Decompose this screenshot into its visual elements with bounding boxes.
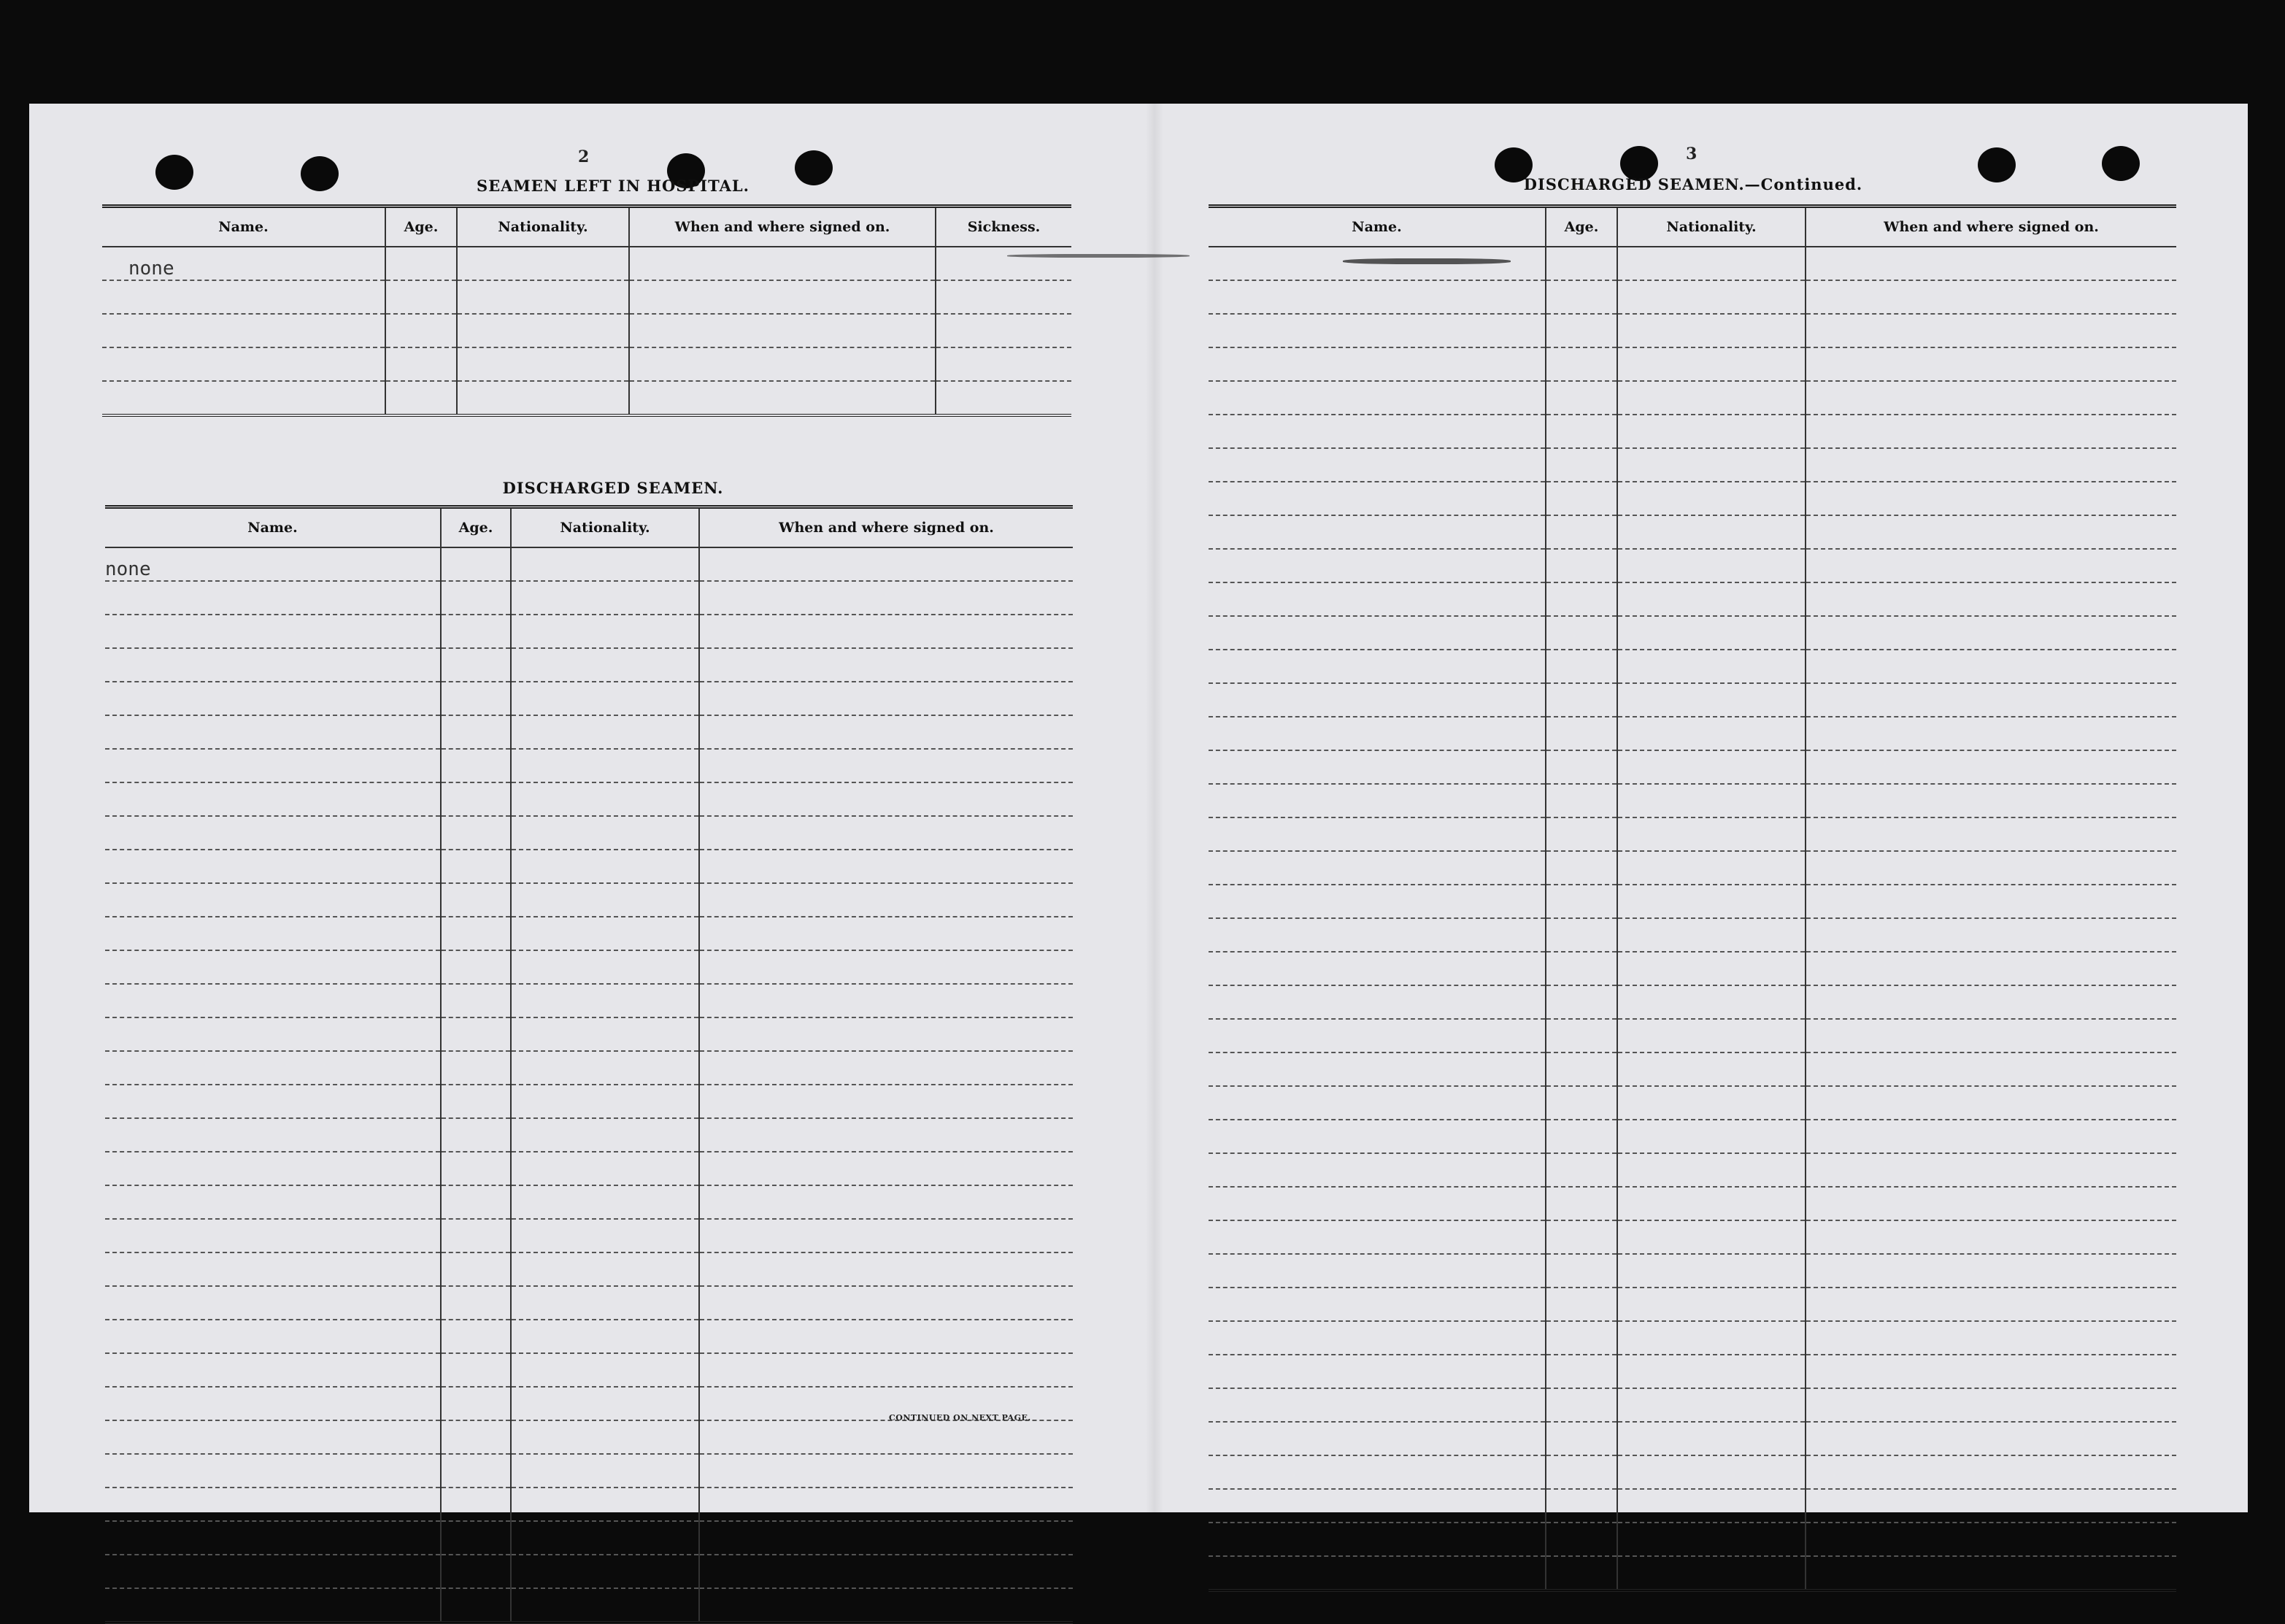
table-row — [1209, 1086, 2176, 1120]
table-row — [105, 1252, 1073, 1286]
table-row — [1209, 582, 2176, 616]
table-row — [1209, 381, 2176, 415]
col-header-name: Name. — [102, 207, 385, 247]
table-row — [105, 1521, 1073, 1555]
table-row — [1209, 851, 2176, 885]
table-row — [105, 581, 1073, 615]
col-header-nationality: Nationality. — [457, 207, 629, 247]
ledger-sheet — [29, 104, 2248, 1512]
table-row — [1209, 1019, 2176, 1052]
table-row — [1209, 1254, 2176, 1288]
table-row — [102, 247, 1071, 280]
page-fold — [1146, 104, 1163, 1512]
table-row — [105, 1152, 1073, 1185]
table-row — [105, 749, 1073, 782]
table-row — [105, 950, 1073, 984]
table-row — [105, 1286, 1073, 1320]
punch-hole — [155, 155, 193, 190]
col-header-name: Name. — [1209, 207, 1546, 247]
table-row — [105, 883, 1073, 917]
table-row — [105, 648, 1073, 682]
table-row — [1209, 616, 2176, 650]
table-row — [1209, 515, 2176, 549]
col-header-signed-on: When and where signed on. — [699, 507, 1073, 548]
discharged-table-left — [105, 505, 1073, 1624]
table-row — [105, 1118, 1073, 1152]
table-row — [102, 381, 1071, 415]
left-page-number: 2 — [578, 147, 590, 166]
table-row — [1209, 1556, 2176, 1590]
table-row — [1209, 1321, 2176, 1355]
discharged-section-title: DISCHARGED SEAMEN. — [502, 479, 724, 497]
table-row — [1209, 817, 2176, 851]
table-row — [105, 1085, 1073, 1118]
col-header-name: Name. — [105, 507, 441, 548]
ink-smudge — [1343, 258, 1511, 264]
table-row — [1209, 885, 2176, 918]
table-row — [1209, 415, 2176, 448]
table-row — [105, 1017, 1073, 1051]
table-row — [102, 314, 1071, 347]
table-row — [1209, 1153, 2176, 1187]
col-header-signed-on: When and where signed on. — [629, 207, 936, 247]
table-row — [1209, 1288, 2176, 1321]
table-row — [105, 1219, 1073, 1252]
table-row — [105, 715, 1073, 749]
table-row — [1209, 549, 2176, 582]
table-row — [105, 1555, 1073, 1588]
table-row — [105, 984, 1073, 1017]
name-cell: none — [102, 247, 385, 280]
table-row — [105, 850, 1073, 883]
discharged-table-right — [1209, 204, 2176, 1592]
table-row — [1209, 1052, 2176, 1086]
table-row — [102, 347, 1071, 381]
table-row — [1209, 482, 2176, 515]
col-header-signed-on: When and where signed on. — [1806, 207, 2176, 247]
table-row — [1209, 784, 2176, 817]
table-row — [1209, 985, 2176, 1019]
col-header-nationality: Nationality. — [1617, 207, 1806, 247]
table-row — [105, 1320, 1073, 1353]
table-row — [105, 547, 1073, 581]
table-row — [1209, 1120, 2176, 1153]
table-row — [1209, 314, 2176, 347]
col-header-nationality: Nationality. — [511, 507, 699, 548]
table-row — [1209, 683, 2176, 717]
punch-hole — [2102, 146, 2140, 181]
hospital-table — [102, 204, 1071, 417]
table-row — [105, 682, 1073, 715]
table-row — [1209, 1489, 2176, 1523]
ink-smudge — [1007, 254, 1190, 258]
table-row — [102, 280, 1071, 314]
col-header-age: Age. — [1546, 207, 1617, 247]
table-row — [1209, 448, 2176, 482]
punch-hole — [1978, 147, 2016, 182]
col-header-age: Age. — [441, 507, 511, 548]
continued-note: CONTINUED ON NEXT PAGE. — [889, 1413, 1031, 1423]
table-row — [105, 1185, 1073, 1219]
table-row — [1209, 1422, 2176, 1455]
table-row — [1209, 918, 2176, 952]
right-discharged-title: DISCHARGED SEAMEN.—Continued. — [1523, 175, 1863, 193]
col-header-sickness: Sickness. — [936, 207, 1071, 247]
hospital-section-title: SEAMEN LEFT IN HOSPITAL. — [477, 177, 750, 195]
right-page-number: 3 — [1686, 145, 1698, 163]
table-row — [105, 1420, 1073, 1454]
table-row — [105, 615, 1073, 648]
table-row — [1209, 1187, 2176, 1220]
name-cell: none — [105, 547, 441, 581]
table-row — [1209, 952, 2176, 985]
table-row — [1209, 1355, 2176, 1388]
table-row — [105, 816, 1073, 850]
table-row — [1209, 650, 2176, 683]
table-row — [1209, 1220, 2176, 1254]
table-row — [105, 1051, 1073, 1085]
punch-hole — [301, 156, 339, 191]
table-row — [105, 917, 1073, 950]
table-row — [1209, 1523, 2176, 1556]
table-row — [1209, 280, 2176, 314]
col-header-age: Age. — [385, 207, 457, 247]
table-row — [1209, 717, 2176, 750]
table-row — [105, 1488, 1073, 1521]
table-row — [105, 1588, 1073, 1623]
table-row — [105, 1454, 1073, 1488]
table-row — [105, 1353, 1073, 1387]
table-row — [1209, 247, 2176, 280]
table-row — [1209, 347, 2176, 381]
table-row — [1209, 750, 2176, 784]
table-row — [105, 782, 1073, 816]
table-row — [1209, 1455, 2176, 1489]
table-row — [1209, 1388, 2176, 1422]
